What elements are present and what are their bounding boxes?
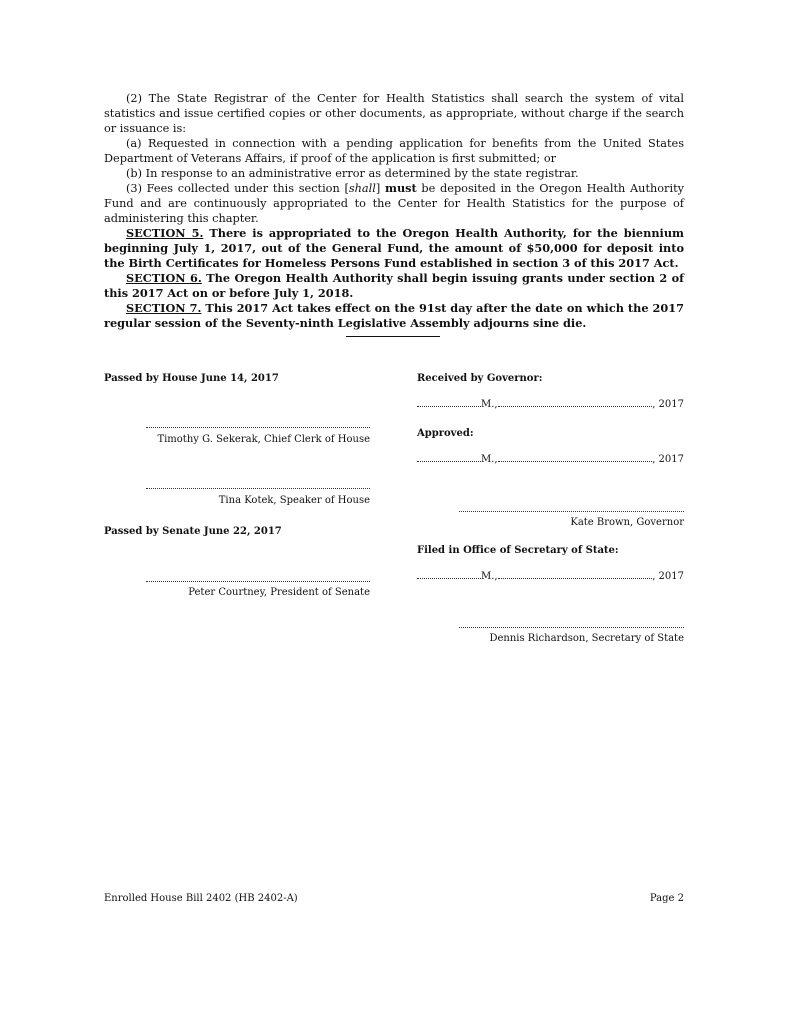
text-fragment: be deposited in the Oregon Health Authority Fund and are continuously appropriated to the Center for Health Statistics for the purpose of administering this chapter.: [104, 182, 684, 225]
footer-bill-id: Enrolled House Bill 2402 (HB 2402-A): [104, 893, 298, 904]
approved-date-line: [417, 454, 684, 465]
section-6: [104, 271, 684, 301]
deleted-word: shall: [348, 182, 376, 195]
received-date-line: [417, 399, 684, 410]
passed-senate-label: Passed by Senate June 22, 2017: [104, 526, 282, 537]
text-fragment: ]: [375, 182, 385, 195]
paragraph-2a: (a) Requested in connection with a pending application for benefits from the United States Department of Veterans Affairs, if proof of the application is first submitted; or: [104, 137, 684, 165]
m-label: M.,: [481, 399, 498, 410]
filed-date-line: [417, 571, 684, 582]
chief-clerk-name: Timothy G. Sekerak, Chief Clerk of House: [157, 434, 370, 445]
paragraph-2: (2) The State Registrar of the Center for Health Statistics shall search the system of vital statistics and issue certified copies or other documents, as appropriate, without charge if the search or issuance is:: [104, 92, 684, 135]
dotted-blank: [417, 577, 481, 579]
governor-signature-line: [459, 511, 684, 512]
received-by-governor-label: Received by Governor:: [417, 373, 543, 384]
footer-page-number: Page 2: [649, 893, 684, 904]
m-label: M.,: [481, 454, 498, 465]
section-label: SECTION 6.: [126, 271, 202, 285]
section-7: [104, 301, 684, 331]
section-text: The Oregon Health Authority shall begin issuing grants under section 2 of this 2017 Act on or before July 1, 2018.: [104, 271, 684, 300]
secretary-signature-line: [459, 627, 684, 628]
section-label: SECTION 5.: [126, 226, 204, 240]
governor-name: Kate Brown, Governor: [570, 517, 684, 528]
section-text: There is appropriated to the Oregon Health Authority, for the biennium beginning July 1, 2017, out of the General Fund, the amount of $50,000 for deposit into the Birth Certificates for Homeless Persons Fund established in section 3 of this 2017 Act.: [104, 226, 684, 270]
passed-house-label: Passed by House June 14, 2017: [104, 373, 279, 384]
chief-clerk-signature-line: [146, 427, 370, 428]
year-label: , 2017: [652, 399, 684, 410]
year-label: , 2017: [652, 571, 684, 582]
secretary-name: Dennis Richardson, Secretary of State: [489, 633, 684, 644]
speaker-name: Tina Kotek, Speaker of House: [218, 495, 370, 506]
president-name: Peter Courtney, President of Senate: [188, 587, 370, 598]
section-label: SECTION 7.: [126, 301, 202, 315]
text-fragment: (3) Fees collected under this section [: [126, 182, 349, 195]
dotted-blank: [417, 405, 481, 407]
dotted-blank: [498, 460, 653, 462]
speaker-signature-line: [146, 488, 370, 489]
paragraph-3: [104, 181, 684, 226]
dotted-blank: [498, 405, 653, 407]
filed-secretary-label: Filed in Office of Secretary of State:: [417, 545, 619, 556]
dotted-blank: [498, 577, 653, 579]
section-5: [104, 226, 684, 271]
paragraph-2b: (b) In response to an administrative error as determined by the state registrar.: [126, 167, 579, 180]
section-text: This 2017 Act takes effect on the 91st day after the date on which the 2017 regular session of the Seventy-ninth Legislative Assembly adjourns sine die.: [104, 301, 684, 330]
year-label: , 2017: [652, 454, 684, 465]
dotted-blank: [417, 460, 481, 462]
m-label: M.,: [481, 571, 498, 582]
section-divider: [346, 336, 440, 337]
bill-body: [104, 91, 684, 331]
new-word: must: [385, 181, 417, 195]
president-signature-line: [146, 581, 370, 582]
approved-label: Approved:: [417, 428, 474, 439]
